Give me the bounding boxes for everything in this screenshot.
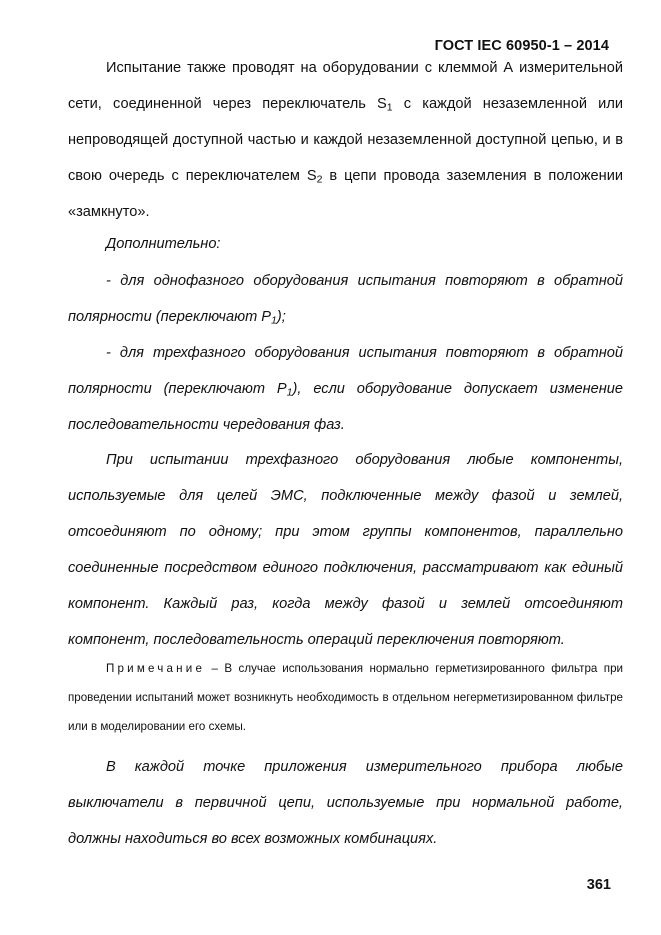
paragraph-switches: В каждой точке приложения измерительного прибора любые выключатели в первичной цепи, используемые при нормальной работе, должны находиться во всех возможных комбинациях. xyxy=(68,759,623,847)
note-label: Примечание xyxy=(106,662,206,675)
paragraph-additionally: Дополнительно: xyxy=(106,236,221,252)
paragraph-single-phase xyxy=(68,263,623,335)
paragraph-text: в цепи провода заземления в положении «замкнуто». xyxy=(68,168,623,220)
subscript: 1 xyxy=(386,101,393,114)
note xyxy=(68,654,623,741)
paragraph-emc-components: При испытании трехфазного оборудования любые компоненты, используемые для целей ЭМС, подключенные между фазой и землей, отсоединяют по одному; при этом группы компонентов, параллельно соединенные посредством единого подключения, рассматривают как единый компонент. Каждый раз, когда между фазой и землей отсоединяют компонент, последовательность операций переключения повторяют. xyxy=(68,452,623,648)
page-number: 361 xyxy=(586,877,611,893)
paragraph-three-phase xyxy=(68,335,623,443)
note-text: – В случае использования нормально герметизированного фильтра при проведении испытаний может возникнуть необходимость в отдельном негерметизированном фильтре или в моделировании его схемы. xyxy=(68,662,623,733)
paragraph-text: Испытание также проводят на оборудовании с клеммой А измерительной сети, соединенной через переключатель S xyxy=(68,60,623,112)
paragraph-text: ), если оборудование допускает изменение последовательности чередования фаз. xyxy=(68,381,623,433)
paragraph-text: - для трехфазного оборудования испытания повторяют в обратной полярности (переключают P xyxy=(68,345,623,397)
document-header: ГОСТ IEC 60950-1 – 2014 xyxy=(434,38,609,54)
paragraph-text: ); xyxy=(276,309,286,325)
subscript: 1 xyxy=(271,314,277,327)
paragraph-test-equipment xyxy=(68,50,623,230)
paragraph-text: с каждой незаземленной или непроводящей доступной частью и каждой незаземленной доступной цепью, и в свою очередь с переключателем S xyxy=(68,96,623,184)
subscript: 1 xyxy=(286,386,293,399)
subscript: 2 xyxy=(316,173,323,186)
paragraph-text: - для однофазного оборудования испытания повторяют в обратной полярности (переключают P xyxy=(68,273,623,325)
